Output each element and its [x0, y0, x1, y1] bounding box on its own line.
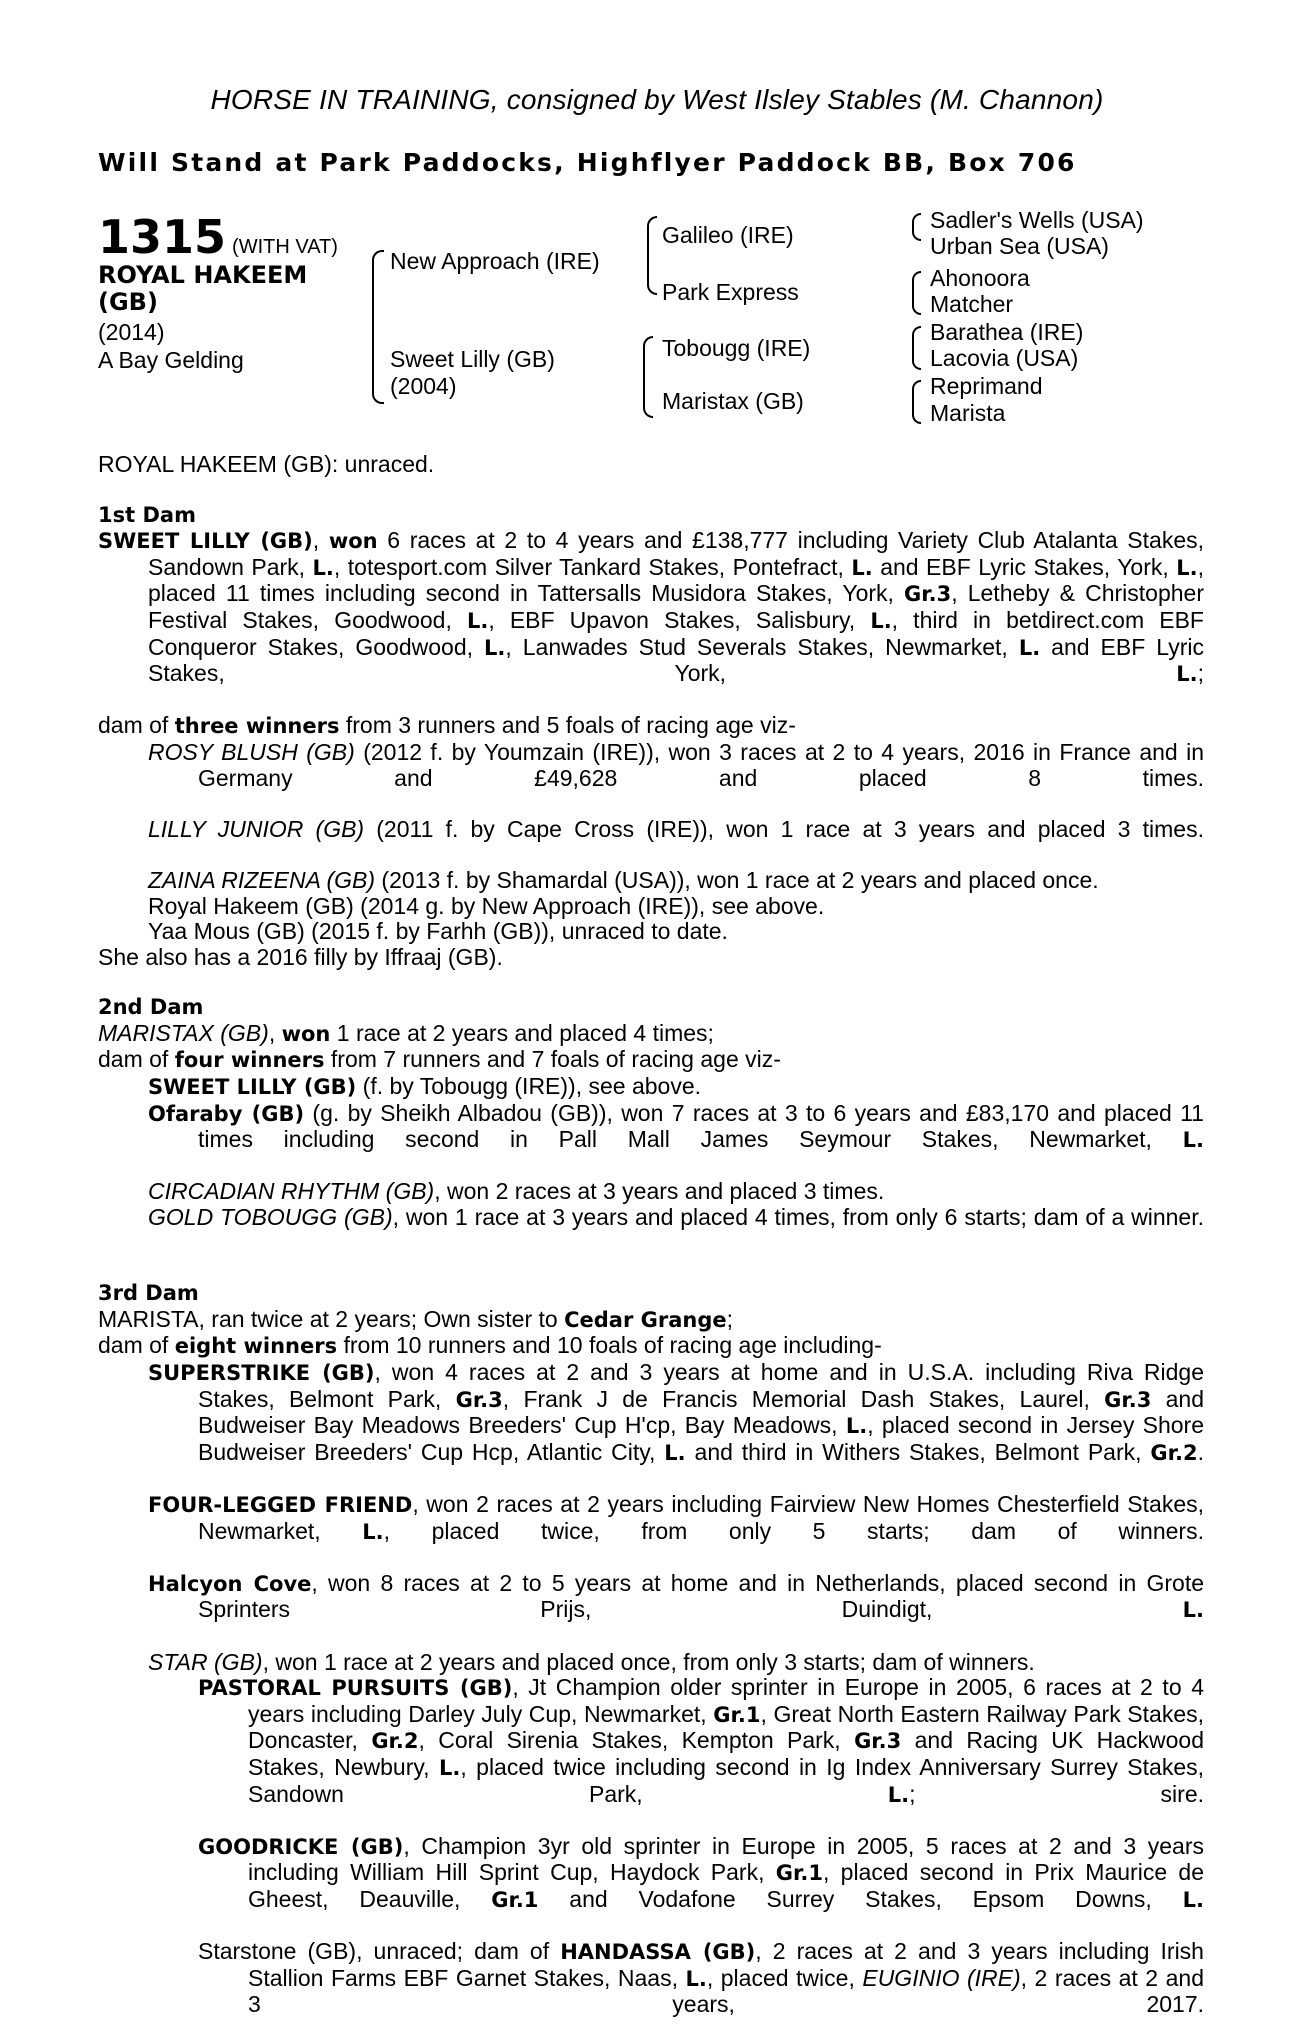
lot-number: 1315	[98, 210, 227, 264]
pedigree-bracket-7	[912, 380, 921, 424]
pedigree-g7: Reprimand	[930, 373, 1043, 399]
pedigree-dam: Sweet Lilly (GB)	[390, 346, 555, 372]
pedigree-sire-sire: Galileo (IRE)	[662, 222, 794, 248]
third-dam-record: MARISTA, ran twice at 2 years; Own sister to Cedar Grange;	[98, 1305, 734, 1332]
produce-item: Yaa Mous (GB) (2015 f. by Farhh (GB)), unraced to date.	[148, 918, 728, 945]
first-dam-produce-intro: dam of three winners from 3 runners and 5 foals of racing age viz-	[98, 712, 796, 739]
produce-item: SWEET LILLY (GB) (f. by Tobougg (IRE)), see above.	[148, 1073, 702, 1100]
produce-item: ROSY BLUSH (GB) (2012 f. by Youmzain (IRE)), won 3 races at 2 to 4 years, 2016 in France and in Germany and £49,628 and placed 8 times.	[148, 738, 1205, 791]
consignment-title: HORSE IN TRAINING, consigned by West Ilsley Stables (M. Channon)	[210, 84, 1104, 115]
filly-note: She also has a 2016 filly by Iffraaj (GB).	[98, 943, 503, 970]
second-dam-heading: 2nd Dam	[98, 995, 204, 1020]
catalogue-text	[98, 452, 1204, 2043]
first-dam-heading: 1st Dam	[98, 502, 196, 527]
pedigree-dam-dam: Maristax (GB)	[662, 388, 804, 414]
pedigree-g5: Barathea (IRE)	[930, 319, 1084, 345]
produce-item: CIRCADIAN RHYTHM (GB), won 2 races at 3 years and placed 3 times.	[148, 1178, 885, 1205]
pedigree-g6: Lacovia (USA)	[930, 345, 1079, 371]
produce-item: Royal Hakeem (GB) (2014 g. by New Approach (IRE)), see above.	[148, 892, 825, 919]
produce-item: SUPERSTRIKE (GB), won 4 races at 2 and 3 years at home and in U.S.A. including Riva Ridge Stakes, Belmont Park, Gr.3, Frank J de Francis Memorial Dash Stakes, Laurel, Gr.3 and Budweiser Bay Meadows Breeders' Cup H'cp, Bay Meadows, L., placed second in Jersey Shore Budweiser Breeders' Cup Hcp, Atlantic City, L. and third in Withers Stakes, Belmont Park, Gr.2.	[148, 1359, 1205, 1465]
produce-item: FOUR-LEGGED FRIEND, won 2 races at 2 years including Fairview New Homes Chesterfield Stakes, Newmarket, L., placed twice, from only 5 starts; dam of winners.	[148, 1490, 1204, 1544]
produce-item: GOODRICKE (GB), Champion 3yr old sprinter in Europe in 2005, 5 races at 2 and 3 years including William Hill Sprint Cup, Haydock Park, Gr.1, placed second in Prix Maurice de Gheest, Deauville, Gr.1 and Vodafone Surrey Stakes, Epsom Downs, L.	[198, 1832, 1204, 1912]
second-dam-record: MARISTAX (GB), won 1 race at 2 years and placed 4 times;	[98, 1019, 714, 1046]
third-dam-produce-intro: dam of eight winners from 10 runners and 10 foals of racing age including-	[98, 1332, 882, 1359]
produce-item: LILLY JUNIOR (GB) (2011 f. by Cape Cross (IRE)), won 1 race at 3 years and placed 3 times.	[148, 815, 1204, 842]
pedigree-bracket-2	[647, 216, 657, 295]
horse-name	[98, 262, 307, 316]
pedigree-sire: New Approach (IRE)	[390, 248, 600, 274]
pedigree-g1: Sadler's Wells (USA)	[930, 207, 1144, 233]
pedigree-bracket-4	[912, 213, 921, 241]
first-dam-record: SWEET LILLY (GB), won 6 races at 2 to 4 years and £138,777 including Variety Club Atalanta Stakes, Sandown Park, L., totesport.com Silver Tankard Stakes, Pontefract, L. and EBF Lyric Stakes, York, L., placed 11 times including second in Tattersalls Musidora Stakes, York, Gr.3, Letheby & Christopher Festival Stakes, Goodwood, L., EBF Upavon Stakes, Salisbury, L., third in betdirect.com EBF Conqueror Stakes, Goodwood, L., Lanwades Stud Severals Stakes, Newmarket, L. and EBF Lyric Stakes, York, L.;	[98, 527, 1205, 687]
pedigree-g8: Marista	[930, 400, 1006, 426]
stand-location: Will Stand at Park Paddocks, Highflyer Paddock BB, Box 706	[98, 148, 1077, 177]
pedigree-bracket-3	[643, 336, 653, 418]
unraced-note: ROYAL HAKEEM (GB): unraced.	[98, 451, 435, 477]
pedigree-g3: Ahonoora	[930, 265, 1030, 291]
pedigree-bracket-5	[912, 271, 921, 315]
pedigree-bracket-1	[372, 250, 384, 404]
pedigree-dam-year: (2004)	[390, 373, 457, 399]
second-dam-produce-intro: dam of four winners from 7 runners and 7 foals of racing age viz-	[98, 1046, 781, 1073]
horse-description: A Bay Gelding	[98, 347, 244, 373]
pedigree-g4: Matcher	[930, 291, 1014, 317]
pedigree-sire-dam: Park Express	[662, 279, 799, 305]
pedigree-bracket-6	[912, 326, 921, 370]
lot-number-block	[98, 210, 338, 264]
vat-note: (WITH VAT)	[232, 236, 338, 258]
horse-name-line1: ROYAL HAKEEM	[98, 261, 308, 289]
produce-item: PASTORAL PURSUITS (GB), Jt Champion older sprinter in Europe in 2005, 6 races at 2 to 4 years including Darley July Cup, Newmarket, Gr.1, Great North Eastern Railway Park Stakes, Doncaster, Gr.2, Coral Sirenia Stakes, Kempton Park, Gr.3 and Racing UK Hackwood Stakes, Newbury, L., placed twice including second in Ig Index Anniversary Surrey Stakes, Sandown Park, L.; sire.	[198, 1674, 1205, 1807]
pedigree-dam-sire: Tobougg (IRE)	[662, 335, 811, 361]
produce-item: STAR (GB), won 1 race at 2 years and placed once, from only 3 starts; dam of winners.	[148, 1648, 1035, 1675]
produce-item: Starstone (GB), unraced; dam of HANDASSA (GB), 2 races at 2 and 3 years including Irish Stallion Farms EBF Garnet Stakes, Naas, L., placed twice, EUGINIO (IRE), 2 races at 2 and 3 years, 2017.	[198, 1938, 1204, 2018]
horse-info	[98, 318, 244, 374]
produce-item: Ofaraby (GB) (g. by Sheikh Albadou (GB)), won 7 races at 3 to 6 years and £83,170 and placed 11 times including second in Pall Mall James Seymour Stakes, Newmarket, L.	[148, 1099, 1204, 1153]
horse-name-line2: (GB)	[98, 288, 158, 316]
produce-item: Halcyon Cove, won 8 races at 2 to 5 years at home and in Netherlands, placed second in Grote Sprinters Prijs, Duindigt, L.	[148, 1569, 1204, 1623]
produce-item: ZAINA RIZEENA (GB) (2013 f. by Shamardal (USA)), won 1 race at 2 years and placed once.	[148, 866, 1099, 893]
produce-item: GOLD TOBOUGG (GB), won 1 race at 3 years and placed 4 times, from only 6 starts; dam of a winner.	[148, 1204, 1204, 1231]
pedigree-g2: Urban Sea (USA)	[930, 233, 1109, 259]
third-dam-heading: 3rd Dam	[98, 1281, 199, 1306]
horse-year: (2014)	[98, 319, 165, 345]
